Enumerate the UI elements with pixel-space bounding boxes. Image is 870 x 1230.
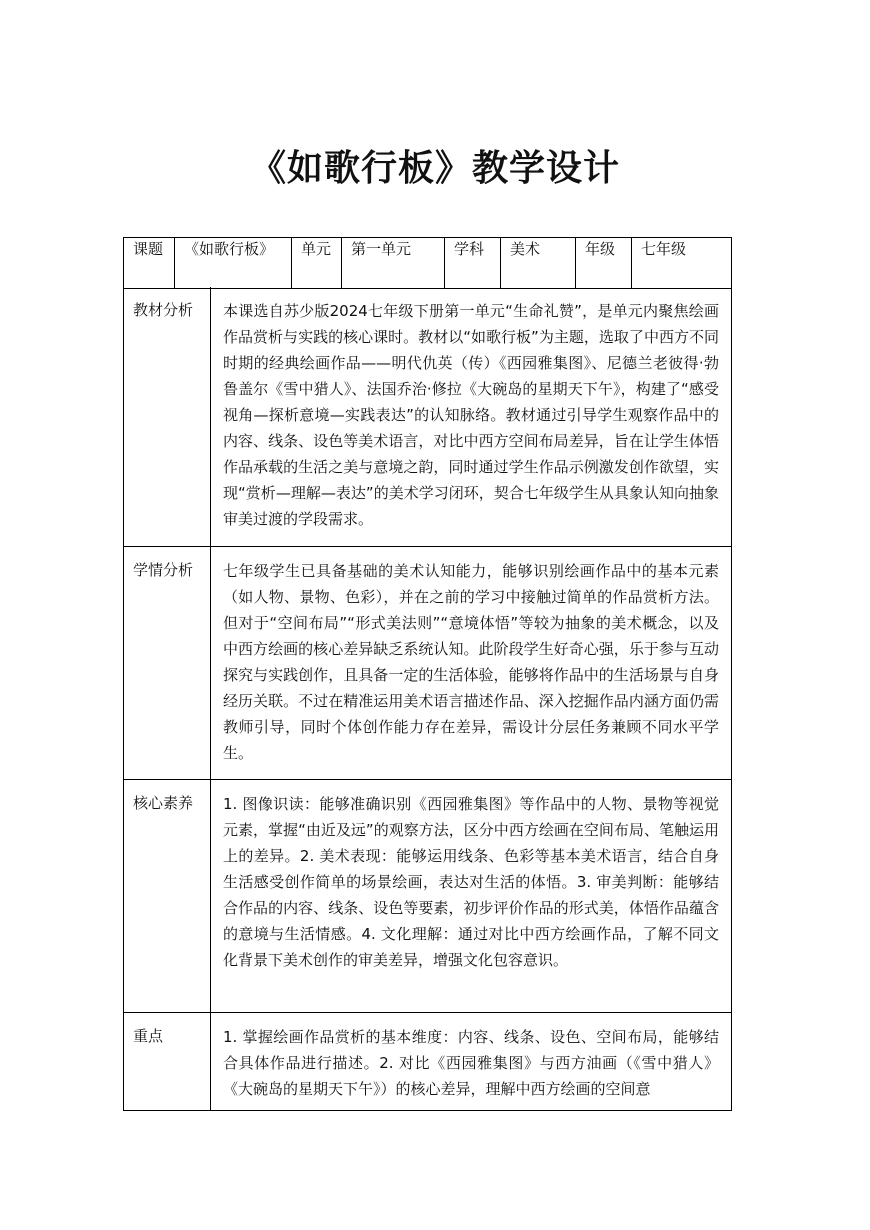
lesson-plan-table xyxy=(123,237,732,289)
key-points-label: 重点 xyxy=(124,1012,211,1110)
student-analysis-row xyxy=(124,546,732,779)
lesson-plan-body-table xyxy=(123,287,732,1111)
grade-label: 年级 xyxy=(585,240,616,258)
header-row xyxy=(124,238,732,289)
material-analysis-label: 教材分析 xyxy=(124,287,211,546)
topic-label-cell xyxy=(124,238,175,289)
subject-label: 学科 xyxy=(454,240,485,258)
key-points-text xyxy=(211,1012,732,1110)
subject-value: 美术 xyxy=(510,240,541,258)
material-analysis-paragraph: 本课选自苏少版2024七年级下册第一单元“生命礼赞”，是单元内聚焦绘画作品赏析与实践的核心课时。教材以“如歌行板”为主题，选取了中西方不同时期的经典绘画作品——明代仇英（传）《西园雅集图》、尼德兰老彼得·勃鲁盖尔《雪中猎人》、法国乔治·修拉《大碗岛的星期天下午》，构建了“感受视角—探析意境—实践表达”的认知脉络。教材通过引导学生观察作品中的内容、线条、设色等美术语言，对比中西方空间布局差异，旨在让学生体悟作品承载的生活之美与意境之韵，同时通过学生作品示例激发创作欲望，实现“赏析—理解—表达”的美术学习闭环，契合七年级学生从具象认知向抽象审美过渡的学段需求。 xyxy=(223,302,719,528)
key-points-paragraph: 1. 掌握绘画作品赏析的基本维度：内容、线条、设色、空间布局，能够结合具体作品进行描述。2. 对比《西园雅集图》与西方油画（《雪中猎人》《大碗岛的星期天下午》）的核心差异，理解中西方绘画的空间意 xyxy=(223,1027,719,1098)
core-literacy-row xyxy=(124,779,732,1012)
topic-value: 《如歌行板》 xyxy=(184,240,275,258)
student-analysis-label: 学情分析 xyxy=(124,546,211,779)
topic-value-cell xyxy=(175,238,292,289)
page-title: 《如歌行板》教学设计 xyxy=(249,148,620,189)
grade-label-cell xyxy=(576,238,632,289)
student-analysis-paragraph: 七年级学生已具备基础的美术认知能力，能够识别绘画作品中的基本元素（如人物、景物、色彩），并在之前的学习中接触过简单的作品赏析方法。但对于“空间布局”“形式美法则”“意境体悟”等较为抽象的美术概念，以及中西方绘画的核心差异缺乏系统认知。此阶段学生好奇心强，乐于参与互动探究与实践创作，且具备一定的生活体验，能够将作品中的生活场景与自身经历关联。不过在精准运用美术语言描述作品、深入挖掘作品内涵方面仍需教师引导，同时个体创作能力存在差异，需设计分层任务兼顾不同水平学生。 xyxy=(223,561,719,762)
grade-value: 七年级 xyxy=(641,240,687,258)
unit-value: 第一单元 xyxy=(351,240,412,258)
topic-label: 课题 xyxy=(133,240,164,258)
unit-label-cell xyxy=(292,238,342,289)
key-points-row xyxy=(124,1012,732,1110)
subject-label-cell xyxy=(445,238,501,289)
material-analysis-text xyxy=(211,287,732,546)
grade-value-cell xyxy=(632,238,732,289)
unit-value-cell xyxy=(342,238,445,289)
subject-value-cell xyxy=(501,238,576,289)
core-literacy-paragraph: 1. 图像识读：能够准确识别《西园雅集图》等作品中的人物、景物等视觉元素，掌握“由近及远”的观察方法，区分中西方绘画在空间布局、笔触运用上的差异。2. 美术表现：能够运用线条、色彩等基本美术语言，结合自身生活感受创作简单的场景绘画，表达对生活的体悟。3. 审美判断：能够结合作品的内容、线条、设色等要素，初步评价作品的形式美，体悟作品蕴含的意境与生活情感。4. 文化理解：通过对比中西方绘画作品，了解不同文化背景下美术创作的审美差异，增强文化包容意识。 xyxy=(223,794,719,969)
material-analysis-row xyxy=(124,287,732,546)
unit-label: 单元 xyxy=(301,240,332,258)
core-literacy-text xyxy=(211,779,732,1012)
student-analysis-text xyxy=(211,546,732,779)
core-literacy-label: 核心素养 xyxy=(124,779,211,1012)
